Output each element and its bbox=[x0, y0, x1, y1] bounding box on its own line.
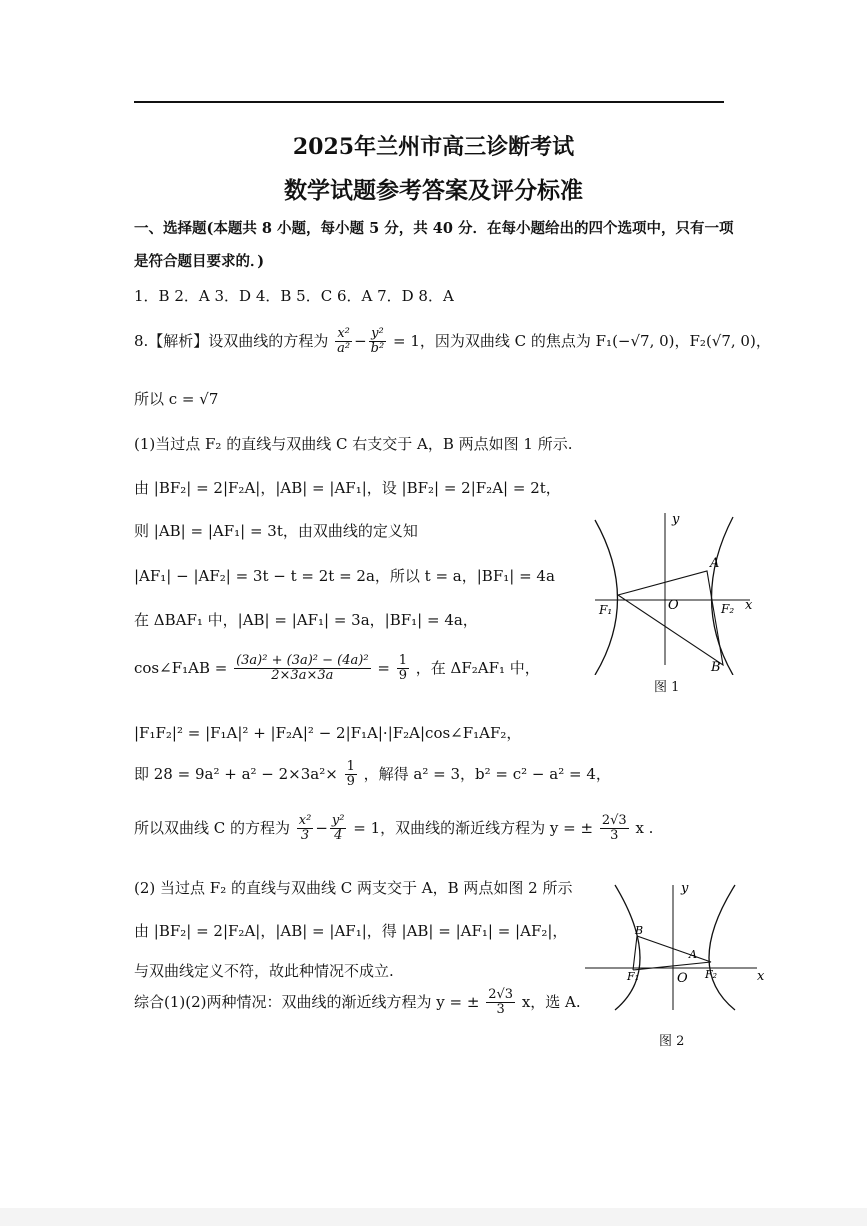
solution-line-3: (1)当过点 F₂ 的直线与双曲线 C 右支交于 A，B 两点如图 1 所示. bbox=[134, 435, 573, 453]
page-subtitle: 数学试题参考答案及评分标准 bbox=[284, 177, 583, 204]
page-title: 2025年兰州市高三诊断考试 bbox=[292, 134, 575, 160]
label-A: A bbox=[710, 556, 720, 571]
label-B: B bbox=[635, 924, 644, 937]
line11-mid: = 1，双曲线的渐近线方程为 y = ± bbox=[353, 818, 594, 837]
one-ninth-fraction bbox=[397, 654, 409, 684]
cos-prefix: cos∠F₁AB = bbox=[134, 658, 228, 677]
frac-num: y² bbox=[371, 326, 384, 341]
frac-num: 2√3 bbox=[601, 813, 627, 828]
frac-num: x² bbox=[298, 813, 312, 828]
fraction-y2-over-b2 bbox=[369, 327, 387, 357]
answer-key: 1．B 2．A 3．D 4．B 5．C 6．A 7．D 8．A bbox=[134, 287, 454, 305]
minus-sign: − bbox=[354, 331, 367, 350]
cos-suffix: ，在 ΔF₂AF₁ 中， bbox=[415, 658, 540, 677]
section-heading-line2: 是符合题目要求的．) bbox=[134, 253, 265, 270]
label-y: y bbox=[681, 881, 689, 896]
frac-den: 3 bbox=[496, 1002, 505, 1018]
figure-2-hyperbola bbox=[585, 880, 770, 1015]
section-heading-line1: 一、选择题(本题共 8 小题，每小题 5 分，共 40 分．在每小题给出的四个选项中，只有一项 bbox=[134, 220, 734, 237]
solution-line-8 bbox=[134, 654, 540, 684]
fraction-y2-over-4 bbox=[330, 814, 347, 844]
frac-den: a² bbox=[337, 341, 351, 357]
triangle-ABF1 bbox=[633, 936, 711, 970]
left-branch bbox=[615, 885, 640, 1010]
right-branch bbox=[709, 885, 735, 1010]
label-F1: F₁ bbox=[627, 970, 640, 983]
frac-num: 2√3 bbox=[488, 987, 514, 1002]
frac-den: 3 bbox=[610, 828, 619, 844]
solution-line-6: |AF₁| − |AF₂| = 3t − t = 2t = 2a，所以 t = a，|BF₁| = 4a bbox=[134, 567, 555, 585]
solution-line-4: 由 |BF₂| = 2|F₂A|，|AB| = |AF₁|，设 |BF₂| = 2|F₂A| = 2t， bbox=[134, 479, 561, 497]
label-F1: F₁ bbox=[599, 603, 613, 617]
cos-fraction bbox=[234, 654, 370, 684]
solution-line-10 bbox=[134, 760, 611, 790]
line11-suffix: x . bbox=[635, 818, 654, 837]
frac-num: 1 bbox=[398, 653, 407, 668]
solution-line-2: 所以 c = √7 bbox=[134, 390, 219, 408]
frac-num: y² bbox=[331, 813, 345, 828]
fraction-x2-over-3 bbox=[297, 814, 314, 844]
minus-sign: − bbox=[315, 818, 328, 837]
solution-line-1 bbox=[134, 327, 771, 357]
triangle-BAF1 bbox=[618, 571, 723, 665]
label-B: B bbox=[711, 660, 721, 675]
top-rule bbox=[134, 101, 724, 103]
frac-num: 1 bbox=[346, 759, 355, 774]
right-branch bbox=[712, 517, 734, 675]
solution-line-7: 在 ΔBAF₁ 中，|AB| = |AF₁| = 3a，|BF₁| = 4a， bbox=[134, 611, 478, 629]
solution-line-5: 则 |AB| = |AF₁| = 3t，由双曲线的定义知 bbox=[134, 522, 418, 540]
figure-1-caption: 图 1 bbox=[654, 680, 680, 695]
equals-sign: = bbox=[377, 658, 390, 677]
fraction-x2-over-a2 bbox=[335, 327, 352, 357]
solution-line-9: |F₁F₂|² = |F₁A|² + |F₂A|² − 2|F₁A|·|F₂A|cos∠F₁AF₂， bbox=[134, 724, 522, 742]
label-F2: F₂ bbox=[705, 968, 718, 981]
solution-line-1-prefix: 8.【解析】设双曲线的方程为 bbox=[134, 331, 329, 350]
page-bottom-strip bbox=[0, 1208, 867, 1226]
line10-prefix: 即 28 = 9a² + a² − 2×3a²× bbox=[134, 764, 338, 783]
frac-den: b² bbox=[370, 341, 385, 357]
label-y: y bbox=[672, 512, 680, 527]
solution-line-14: 与双曲线定义不符，故此种情况不成立. bbox=[134, 962, 394, 980]
label-O: O bbox=[668, 598, 679, 613]
one-ninth-fraction bbox=[345, 760, 357, 790]
frac-den: 9 bbox=[346, 774, 355, 790]
label-O: O bbox=[677, 971, 688, 986]
frac-den: 4 bbox=[334, 828, 343, 844]
label-x: x bbox=[757, 969, 765, 984]
figure-2-caption: 图 2 bbox=[659, 1034, 685, 1049]
solution-line-11 bbox=[134, 814, 653, 844]
solution-line-15 bbox=[134, 988, 581, 1018]
fraction-2root3-over-3 bbox=[600, 814, 629, 844]
figure-1-hyperbola bbox=[585, 505, 770, 675]
line11-prefix: 所以双曲线 C 的方程为 bbox=[134, 818, 291, 837]
frac-den: 2×3a×3a bbox=[271, 668, 334, 684]
frac-den: 3 bbox=[300, 828, 310, 844]
fraction-2root3-over-3 bbox=[486, 988, 515, 1018]
label-x: x bbox=[745, 598, 753, 613]
frac-num: (3a)² + (3a)² − (4a)² bbox=[236, 653, 369, 668]
solution-line-1-rest: = 1，因为双曲线 C 的焦点为 F₁(−√7, 0)，F₂(√7, 0)， bbox=[392, 331, 771, 350]
label-A: A bbox=[689, 948, 697, 961]
solution-line-13: 由 |BF₂| = 2|F₂A|，|AB| = |AF₁|，得 |AB| = |AF₁| = |AF₂|， bbox=[134, 922, 568, 940]
label-F2: F₂ bbox=[721, 602, 735, 616]
frac-num: x² bbox=[337, 326, 350, 341]
solution-line-12: (2) 当过点 F₂ 的直线与双曲线 C 两支交于 A，B 两点如图 2 所示 bbox=[134, 879, 573, 897]
frac-den: 9 bbox=[398, 668, 407, 684]
line10-suffix: ，解得 a² = 3，b² = c² − a² = 4， bbox=[363, 764, 611, 783]
left-branch bbox=[595, 520, 618, 675]
line15-prefix: 综合(1)(2)两种情况：双曲线的渐近线方程为 y = ± bbox=[134, 992, 480, 1011]
line15-suffix: x，选 A. bbox=[521, 992, 581, 1011]
